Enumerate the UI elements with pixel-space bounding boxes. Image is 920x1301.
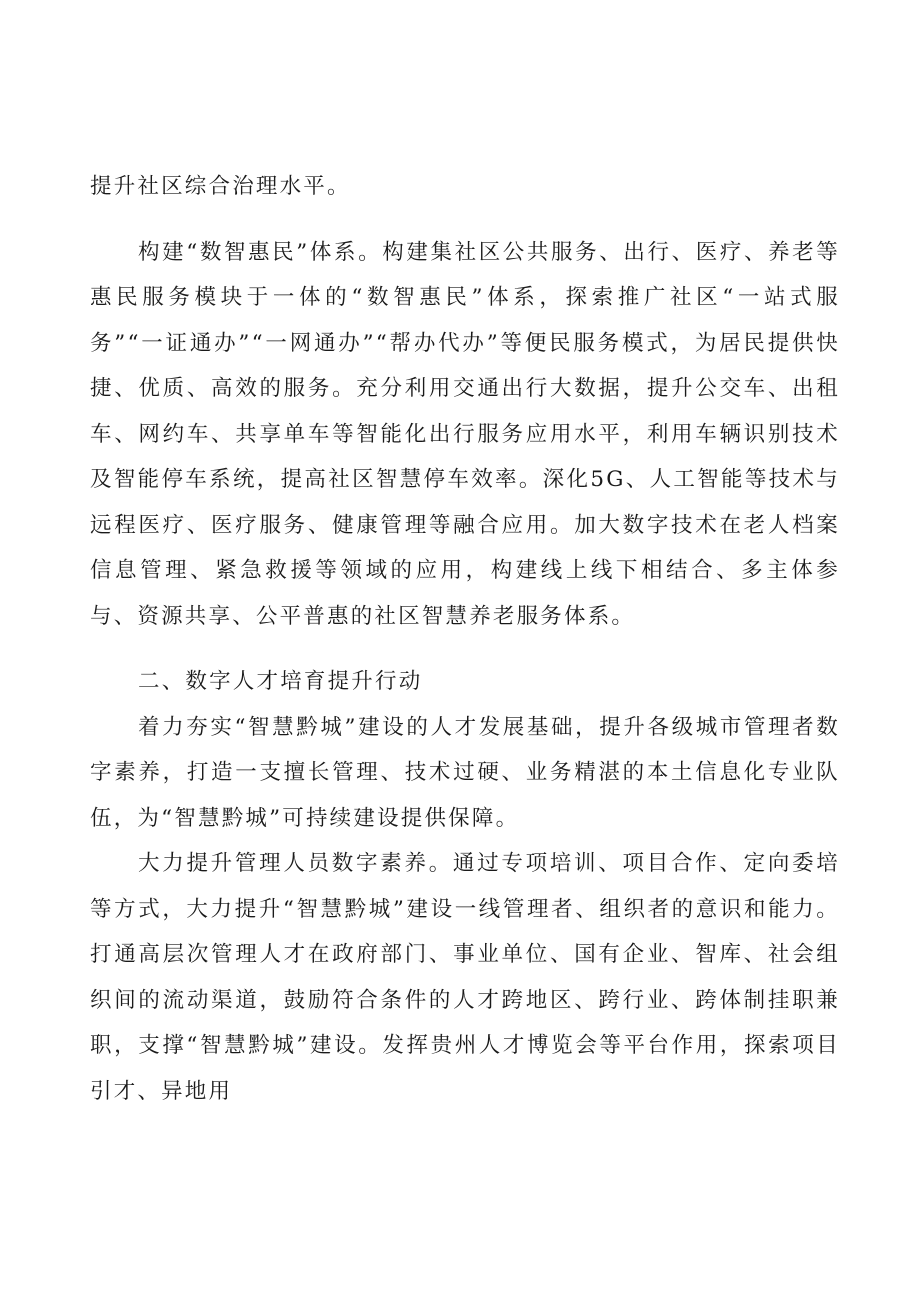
- paragraph-management-literacy: 大力提升管理人员数字素养。通过专项培训、项目合作、定向委培等方式，大力提升“智慧黔城”建设一线管理者、组织者的意识和能力。打通高层次管理人才在政府部门、事业单位、国有企业、智库、社会组织间的流动渠道，鼓励符合条件的人才跨地区、跨行业、跨体制挂职兼职，支撑“智慧黔城”建设。发挥贵州人才博览会等平台作用，探索项目引才、异地用: [90, 851, 840, 1104]
- document-body: [90, 164, 840, 1114]
- paragraph-talent-foundation: 着力夯实“智慧黔城”建设的人才发展基础，提升各级城市管理者数字素养，打造一支擅长管理、技术过硬、业务精湛的本土信息化专业队伍，为“智慧黔城”可持续建设提供保障。: [90, 714, 840, 831]
- paragraph-digital-benefit: 构建“数智惠民”体系。构建集社区公共服务、出行、医疗、养老等惠民服务模块于一体的“数智惠民”体系，探索推广社区“一站式服务”“一证通办”“一网通办”“帮办代办”等便民服务模式，为居民提供快捷、优质、高效的服务。充分利用交通出行大数据，提升公交车、出租车、网约车、共享单车等智能化出行服务应用水平，利用车辆识别技术及智能停车系统，提高社区智慧停车效率。深化5G、人工智能等技术与远程医疗、医疗服务、健康管理等融合应用。加大数字技术在老人档案信息管理、紧急救援等领域的应用，构建线上线下相结合、多主体参与、资源共享、公平普惠的社区智慧养老服务体系。: [90, 239, 840, 629]
- paragraph-continuation: 提升社区综合治理水平。: [90, 174, 351, 199]
- section-heading: 二、数字人才培育提升行动: [138, 669, 423, 694]
